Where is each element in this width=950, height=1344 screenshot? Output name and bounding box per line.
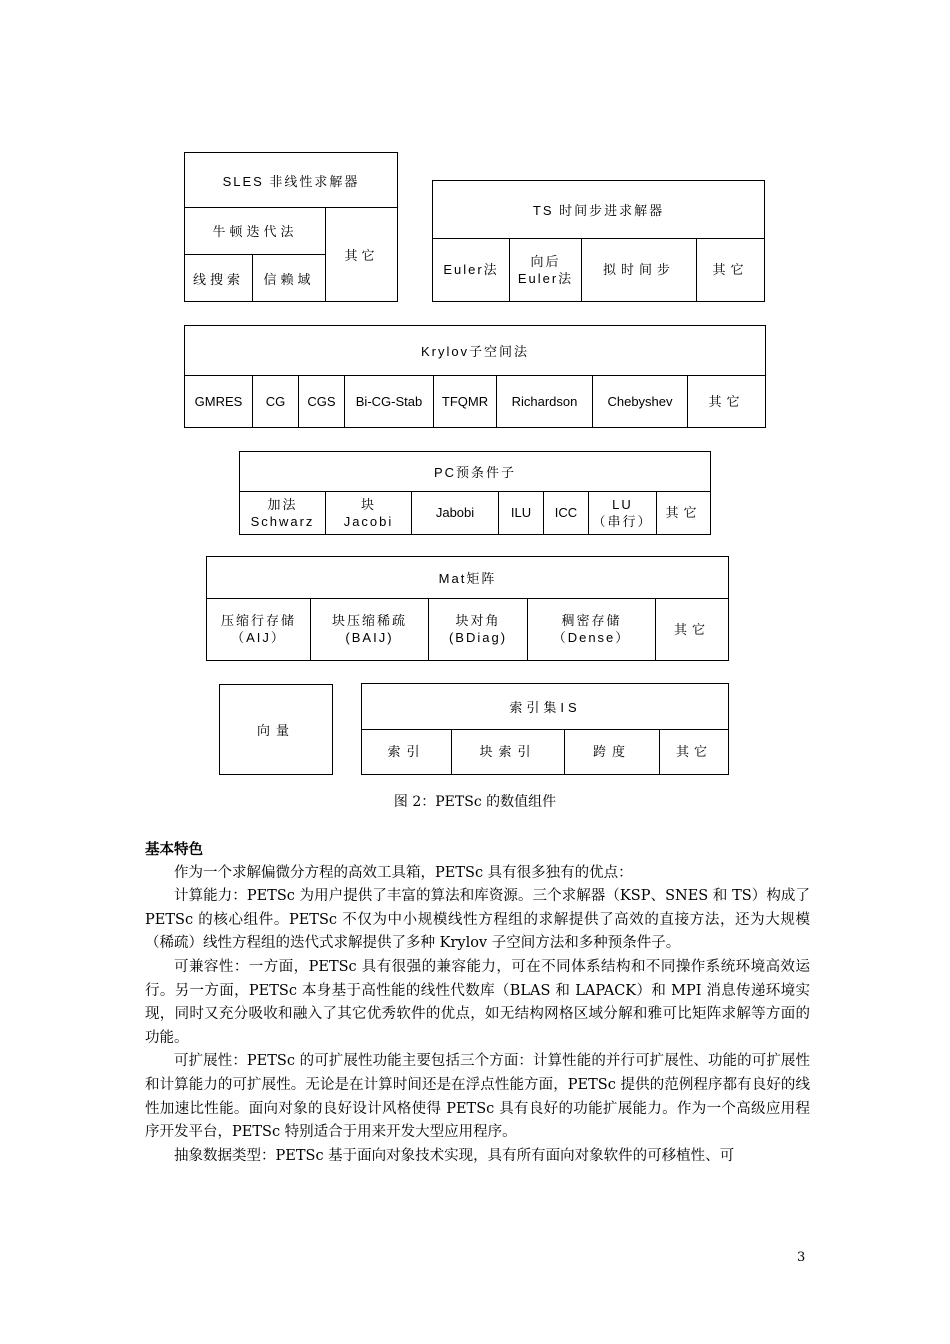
is-row [362,729,728,774]
sles-box [184,152,398,302]
mat-bdiag: 块对角 (BDiag) [429,598,528,660]
krylov-cgs: CGS [299,375,345,427]
krylov-chebyshev: Chebyshev [593,375,688,427]
sles-trust-region: 信赖域 [253,255,326,301]
section-heading: 基本特色 [145,841,203,858]
ts-pseudo-timestep: 拟时间步 [582,238,697,301]
krylov-bicgstab: Bi-CG-Stab [345,375,434,427]
page-number: 3 [797,1250,806,1265]
ts-box [432,180,765,302]
paragraph-computing: 计算能力：PETSc 为用户提供了丰富的算法和库资源。三个求解器（KSP、SNES 和 TS）构成了 PETSc 的核心组件。PETSc 不仅为中小规模线性方程组的求解提供了高效的直接方法，还为大规模（稀疏）线性方程组的迭代式求解提供了多种 Krylov 子空间方法和多种预条件子。 [145,888,810,952]
pc-box [239,451,711,535]
mat-other: 其它 [673,621,710,637]
paragraph-scalability: 可扩展性：PETSc 的可扩展性功能主要包括三个方面：计算性能的并行可扩展性、功能的可扩展性和计算能力的可扩展性。无论是在计算时间还是在浮点性能方面，PETSc 提供的范例程序都有良好的线性加速比性能。面向对象的良好设计风格使得 PETSc 具有良好的功能扩展能力。作为一个高级应用程序开发平台，PETSc 特别适合于用来开发大型应用程序。 [145,1053,810,1141]
pc-block-jacobi: 块 Jacobi [326,491,412,534]
pc-schwarz: 加法 Schwarz [240,491,326,534]
pc-icc: ICC [544,491,589,534]
is-title: 索引集IS [362,684,728,730]
krylov-gmres: GMRES [185,375,253,427]
ts-euler: Euler法 [433,238,510,301]
krylov-row [185,375,765,427]
mat-row [207,598,728,660]
sles-newton: 牛顿迭代法 [185,207,326,255]
is-other: 其它 [675,744,712,759]
ts-other: 其它 [712,262,749,277]
vector-label: 向量 [256,723,295,738]
pc-row [240,491,710,534]
ts-title: TS 时间步进求解器 [433,181,764,239]
pc-title: PC预条件子 [240,452,710,492]
ts-row [433,238,764,301]
pc-lu: LU （串行） [589,491,657,534]
pc-jacobi: Jabobi [412,491,499,534]
krylov-other: 其它 [708,393,745,409]
krylov-box [184,325,766,428]
paragraph-abstract-types: 抽象数据类型：PETSc 基于面向对象技术实现，具有所有面向对象软件的可移植性、可 [174,1147,735,1164]
krylov-title: Krylov子空间法 [185,326,765,376]
sles-line-search: 线搜索 [185,255,253,301]
pc-ilu: ILU [499,491,544,534]
mat-aij: 压缩行存储 （AIJ） [207,598,311,660]
krylov-tfqmr: TFQMR [434,375,497,427]
paragraph-intro: 作为一个求解偏微分方程的高效工具箱，PETSc 具有很多独有的优点： [174,864,633,881]
is-block-index: 块索引 [452,729,565,774]
is-box [361,683,729,775]
ts-backward-euler: 向后 Euler法 [510,238,582,301]
mat-baij: 块压缩稀疏 (BAIJ) [311,598,429,660]
mat-dense: 稠密存储 （Dense） [528,598,656,660]
pc-other: 其它 [665,505,702,520]
is-stride: 跨度 [565,729,660,774]
mat-title: Mat矩阵 [207,557,728,599]
krylov-richardson: Richardson [497,375,593,427]
figure-caption: 图 2：PETSc 的数值组件 [393,794,557,810]
paragraph-compatibility: 可兼容性：一方面，PETSc 具有很强的兼容能力，可在不同体系结构和不同操作系统环境高效运行。另一方面，PETSc 本身基于高性能的线性代数库（BLAS 和 LAPACK）和 MPI 消息传递环境实现，同时又充分吸收和融入了其它优秀软件的优点，如无结构网格区域分解和雅可比矩阵求解等方面的功能。 [145,958,810,1046]
vector-box [219,684,333,775]
sles-other: 其它 [344,247,379,263]
is-index: 索引 [362,729,452,774]
krylov-cg: CG [253,375,299,427]
mat-box [206,556,729,661]
body-text [145,838,810,1168]
sles-title: SLES 非线性求解器 [185,153,397,208]
